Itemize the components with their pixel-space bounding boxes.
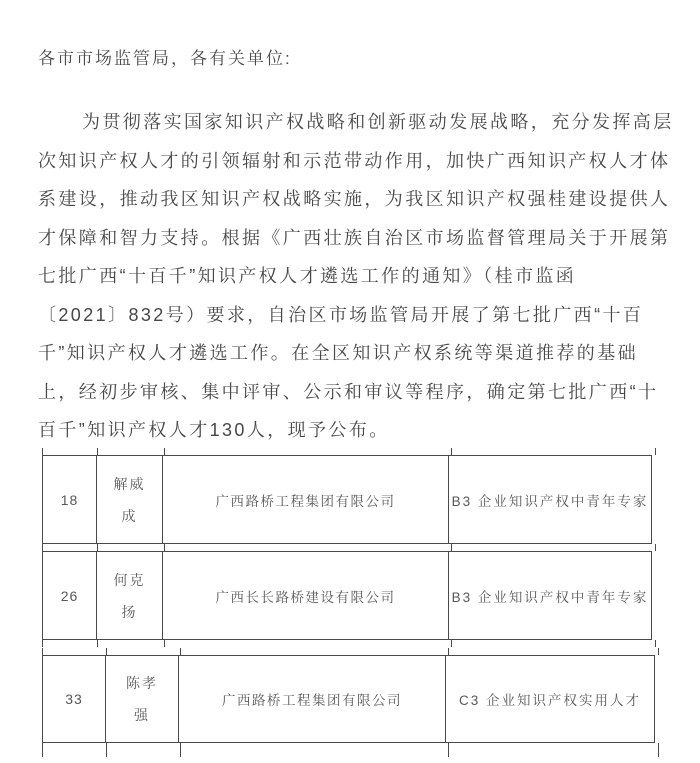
table-row-segment-33 xyxy=(42,655,655,743)
table-crop-mark xyxy=(164,448,165,455)
cell-serial-number: 26 xyxy=(43,552,97,640)
paragraph-line: 系建设，推动我区知识产权战略实施，为我区知识产权强桂建设提供人 xyxy=(38,189,671,209)
table-crop-mark xyxy=(42,544,43,551)
table-crop-mark xyxy=(655,448,656,455)
table-crop-mark xyxy=(42,743,43,757)
paragraph-line: 为贯彻落实国家知识产权战略和创新驱动发展战略，充分发挥高层 xyxy=(82,112,674,132)
table-crop-mark xyxy=(42,648,43,655)
cell-company: 广西路桥工程集团有限公司 xyxy=(179,656,446,743)
table-crop-mark xyxy=(180,743,181,757)
cell-talent-category: B3 企业知识产权中青年专家 xyxy=(449,456,652,544)
table-crop-mark xyxy=(448,648,449,655)
salutation-line: 各市市场监管局，各有关单位: xyxy=(38,49,292,68)
paragraph-line: 上，经初步审核、集中评审、公示和审议等程序，确定第七批广西“十 xyxy=(38,381,659,402)
paragraph-line: 千”知识产权人才遴选工作。在全区知识产权系统等渠道推荐的基础 xyxy=(38,343,638,363)
cell-serial-number: 33 xyxy=(43,656,106,743)
person-name-line: 解威 xyxy=(113,475,146,492)
table-crop-mark xyxy=(106,743,107,757)
table-row-segment-26 xyxy=(42,551,652,640)
body-paragraph xyxy=(38,103,678,450)
table-row-segment-18 xyxy=(42,455,652,544)
table-crop-mark xyxy=(451,448,452,455)
cell-person-name xyxy=(106,656,179,743)
person-name-line: 强 xyxy=(134,707,150,723)
person-name-line: 扬 xyxy=(121,603,138,620)
table-row xyxy=(42,455,652,544)
paragraph-line: 七批广西“十百千”知识产权人才遴选工作的通知》（桂市监函 xyxy=(38,266,577,286)
table-crop-mark xyxy=(164,544,165,551)
cell-person-name xyxy=(97,552,163,640)
cell-person-name xyxy=(97,456,163,544)
table-crop-mark xyxy=(655,640,656,647)
table-crop-mark xyxy=(97,448,98,455)
cell-talent-category: C3 企业知识产权实用人才 xyxy=(446,656,655,743)
table-crop-mark xyxy=(180,648,181,655)
table-crop-mark xyxy=(451,544,452,551)
person-name-line: 何克 xyxy=(113,571,146,588)
person-name-line: 陈孝 xyxy=(126,675,158,691)
cell-company: 广西路桥工程集团有限公司 xyxy=(163,456,449,544)
table-crop-mark xyxy=(658,648,659,655)
paragraph-line: 次知识产权人才的引领辐射和示范带动作用，加快广西知识产权人才体 xyxy=(38,150,671,171)
table-crop-mark xyxy=(97,640,98,647)
paragraph-line: 才保障和智力支持。根据《广西壮族自治区市场监督管理局关于开展第 xyxy=(38,227,671,248)
table-crop-mark xyxy=(97,544,98,551)
paragraph-line: 〔2021〕832号）要求，自治区市场监管局开展了第七批广西“十百 xyxy=(38,304,644,325)
table-crop-mark xyxy=(658,743,659,757)
table-crop-mark xyxy=(451,640,452,647)
table-crop-mark xyxy=(106,648,107,655)
cell-serial-number: 18 xyxy=(43,456,97,544)
cell-company: 广西长长路桥建设有限公司 xyxy=(163,552,449,640)
table-crop-mark xyxy=(42,448,43,455)
table-crop-mark xyxy=(448,743,449,757)
table-crop-mark xyxy=(164,640,165,647)
paragraph-line: 百千”知识产权人才130人，现予公布。 xyxy=(38,420,390,440)
table-row xyxy=(42,655,655,743)
person-name-line: 成 xyxy=(121,507,138,524)
cell-talent-category: B3 企业知识产权中青年专家 xyxy=(449,552,652,640)
table-crop-mark xyxy=(655,544,656,551)
table-row xyxy=(42,551,652,640)
table-crop-mark xyxy=(42,640,43,647)
